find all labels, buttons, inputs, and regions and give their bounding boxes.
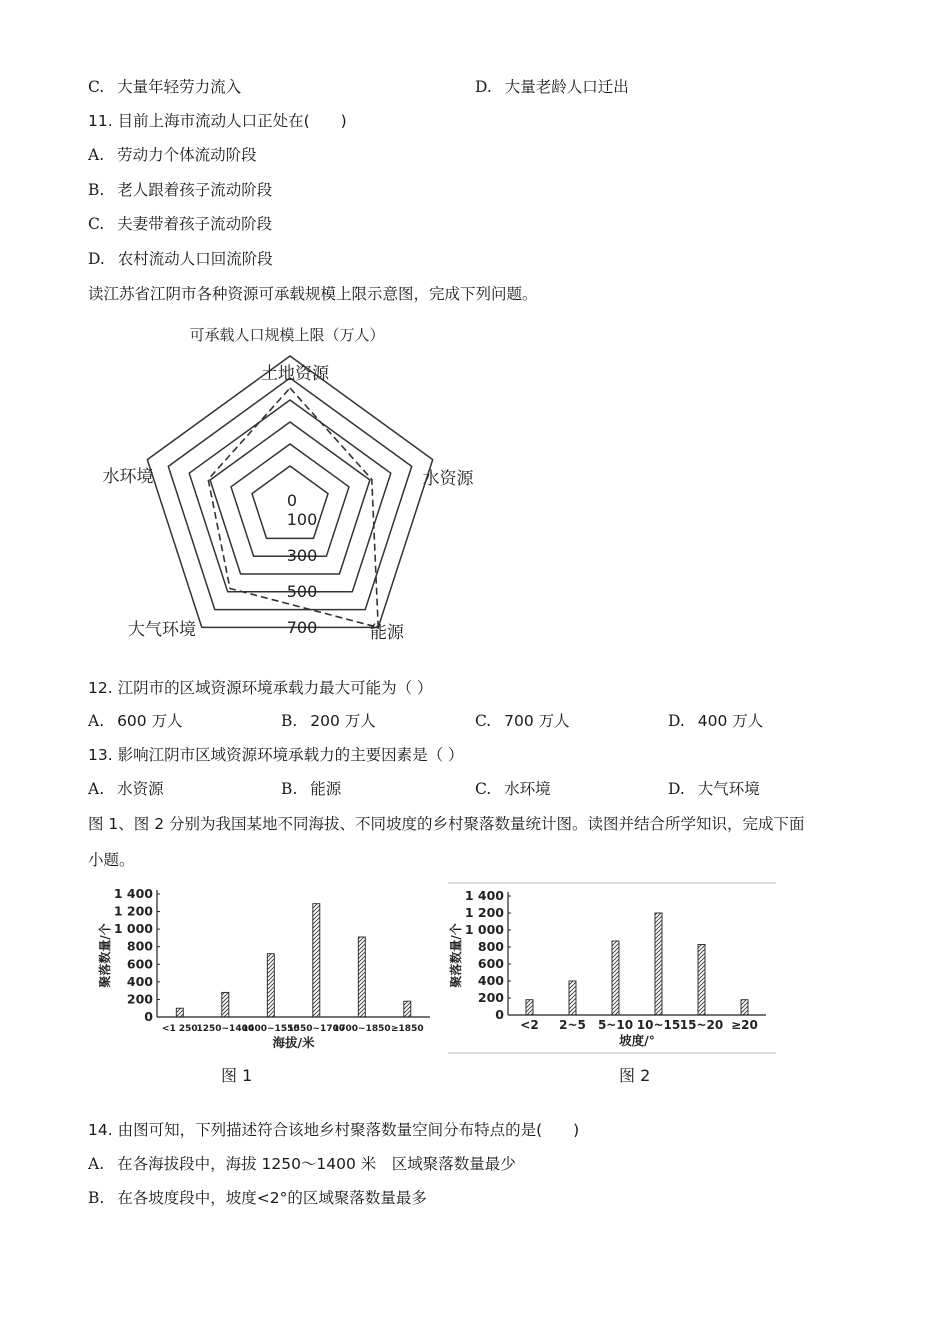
x-axis-label: 海拔/米: [272, 1035, 315, 1050]
x-tick-label: <2: [520, 1018, 539, 1032]
y-tick-label: 0: [495, 1007, 504, 1022]
q10-option-d: [475, 77, 629, 97]
y-tick-label: 1 200: [464, 905, 504, 920]
q14-option-a: [88, 1154, 516, 1174]
bars-intro-line2: 小题。: [88, 851, 135, 869]
y-tick-label: 1 000: [113, 921, 153, 937]
radar-title: 可承载人口规模上限（万人）: [189, 326, 385, 344]
option-key: C.: [88, 78, 105, 96]
option-key: D.: [88, 250, 105, 268]
option-text: 农村流动人口回流阶段: [117, 250, 273, 268]
x-tick-label: ≥1850: [391, 1024, 424, 1034]
option-key: A.: [88, 146, 105, 164]
q11-stem: 11. 目前上海市流动人口正处在( ): [88, 112, 347, 130]
option-key: C.: [475, 780, 492, 798]
ring-label-300: 300: [286, 546, 318, 565]
chart-altitude: [95, 882, 435, 1054]
option-text: 大量老龄人口迁出: [504, 78, 629, 96]
option-text: 在各坡度段中，坡度<2°的区域聚落数量最多: [117, 1189, 427, 1207]
q11-option-c: [88, 214, 272, 234]
x-tick-label: 1550~1700: [287, 1024, 346, 1034]
y-tick-label: 400: [477, 973, 504, 988]
option-key: D.: [668, 780, 685, 798]
y-tick-label: 1 200: [113, 903, 153, 919]
y-tick-label: 1 400: [464, 888, 504, 903]
y-tick-label: 1 000: [464, 922, 504, 937]
ring-label-100: 100: [286, 510, 318, 529]
option-text: 水环境: [504, 780, 551, 798]
option-text: 老人跟着孩子流动阶段: [117, 181, 273, 199]
q13-option-b: [281, 779, 341, 799]
bar-5: [741, 1000, 748, 1015]
axis-label-energy: 能源: [370, 623, 404, 643]
q14-stem: 14. 由图可知，下列描述符合该地乡村聚落数量空间分布特点的是( ): [88, 1121, 580, 1139]
axis-label-water-env: 水环境: [102, 467, 154, 487]
x-tick-label: ≥20: [731, 1018, 758, 1032]
q12-option-d: [668, 711, 763, 731]
x-tick-label: 1250~1400: [196, 1024, 255, 1034]
x-tick-label: 1700~1850: [332, 1024, 391, 1034]
ring-label-0: 0: [286, 491, 298, 510]
q11-option-d: [88, 249, 273, 269]
x-tick-label: 10~15: [636, 1018, 681, 1032]
option-key: A.: [88, 712, 105, 730]
bar-3: [313, 904, 320, 1017]
bar-2: [612, 941, 619, 1015]
x-tick-label: 2~5: [559, 1018, 586, 1032]
y-tick-label: 600: [126, 956, 153, 972]
option-key: B.: [88, 181, 105, 199]
option-text: 大气环境: [697, 780, 760, 798]
bar-1: [222, 992, 229, 1017]
bars-intro-line1: 图 1、图 2 分别为我国某地不同海拔、不同坡度的乡村聚落数量统计图。读图并结合所学知识，完成下面: [88, 815, 805, 833]
option-key: D.: [475, 78, 492, 96]
y-tick-label: 800: [477, 939, 504, 954]
y-tick-label: 600: [477, 956, 504, 971]
q11-option-b: [88, 180, 272, 200]
option-key: A.: [88, 780, 105, 798]
option-key: B.: [88, 1189, 105, 1207]
q12-option-c: [475, 711, 570, 731]
option-key: B.: [281, 780, 298, 798]
option-key: B.: [281, 712, 298, 730]
x-axis-label: 坡度/°: [619, 1033, 655, 1048]
bar-2: [267, 954, 274, 1017]
bar-0: [176, 1008, 183, 1017]
y-tick-label: 1 400: [113, 886, 153, 901]
option-text: 在各海拔段中，海拔 1250～1400 米 区域聚落数量最少: [117, 1155, 516, 1173]
bar-1: [569, 981, 576, 1015]
bar-4: [698, 945, 705, 1016]
option-text: 200 万人: [310, 712, 376, 730]
chart2-caption: 图 2: [619, 1066, 651, 1085]
radar-intro: 读江苏省江阴市各种资源可承载规模上限示意图，完成下列问题。: [88, 285, 538, 303]
option-key: D.: [668, 712, 685, 730]
y-tick-label: 200: [126, 991, 153, 1007]
q13-option-a: [88, 779, 164, 799]
y-axis-label: 聚落数量/个: [449, 923, 463, 988]
option-text: 劳动力个体流动阶段: [117, 146, 257, 164]
bar-0: [526, 1000, 533, 1015]
q14-option-b: [88, 1188, 427, 1208]
q11-option-a: [88, 145, 257, 165]
axis-label-air: 大气环境: [128, 620, 196, 640]
x-tick-label: 1400~1550: [241, 1024, 300, 1034]
y-tick-label: 800: [126, 938, 153, 954]
option-text: 600 万人: [117, 712, 183, 730]
x-tick-label: 15~20: [679, 1018, 724, 1032]
chart-slope: [448, 882, 776, 1054]
ring-label-700: 700: [286, 618, 318, 637]
radar-chart: [90, 318, 510, 648]
y-tick-label: 200: [477, 990, 504, 1005]
bar-3: [655, 913, 662, 1015]
y-tick-label: 0: [144, 1009, 153, 1024]
q12-option-a: [88, 711, 183, 731]
y-axis-label: 聚落数量/个: [98, 923, 112, 988]
option-text: 400 万人: [697, 712, 764, 730]
ring-label-500: 500: [286, 582, 318, 601]
option-text: 能源: [310, 780, 342, 798]
q12-option-b: [281, 711, 376, 731]
x-tick-label: <1 250: [161, 1024, 198, 1034]
q12-stem: 12. 江阴市的区域资源环境承载力最大可能为（ ）: [88, 679, 433, 697]
option-key: C.: [475, 712, 492, 730]
option-text: 700 万人: [504, 712, 570, 730]
axis-label-water: 水资源: [422, 469, 474, 489]
option-text: 大量年轻劳力流入: [117, 78, 242, 96]
option-key: A.: [88, 1155, 105, 1173]
y-tick-label: 400: [126, 973, 153, 989]
option-text: 水资源: [117, 780, 164, 798]
x-tick-label: 5~10: [597, 1018, 634, 1032]
chart1-caption: 图 1: [221, 1066, 253, 1085]
q13-option-c: [475, 779, 551, 799]
axis-label-land: 土地资源: [261, 364, 329, 384]
bar-4: [358, 937, 365, 1017]
q10-option-c: [88, 77, 241, 97]
q13-option-d: [668, 779, 760, 799]
option-key: C.: [88, 215, 105, 233]
bar-5: [404, 1001, 411, 1017]
q13-stem: 13. 影响江阴市区域资源环境承载力的主要因素是（ ）: [88, 746, 464, 764]
option-text: 夫妻带着孩子流动阶段: [117, 215, 273, 233]
